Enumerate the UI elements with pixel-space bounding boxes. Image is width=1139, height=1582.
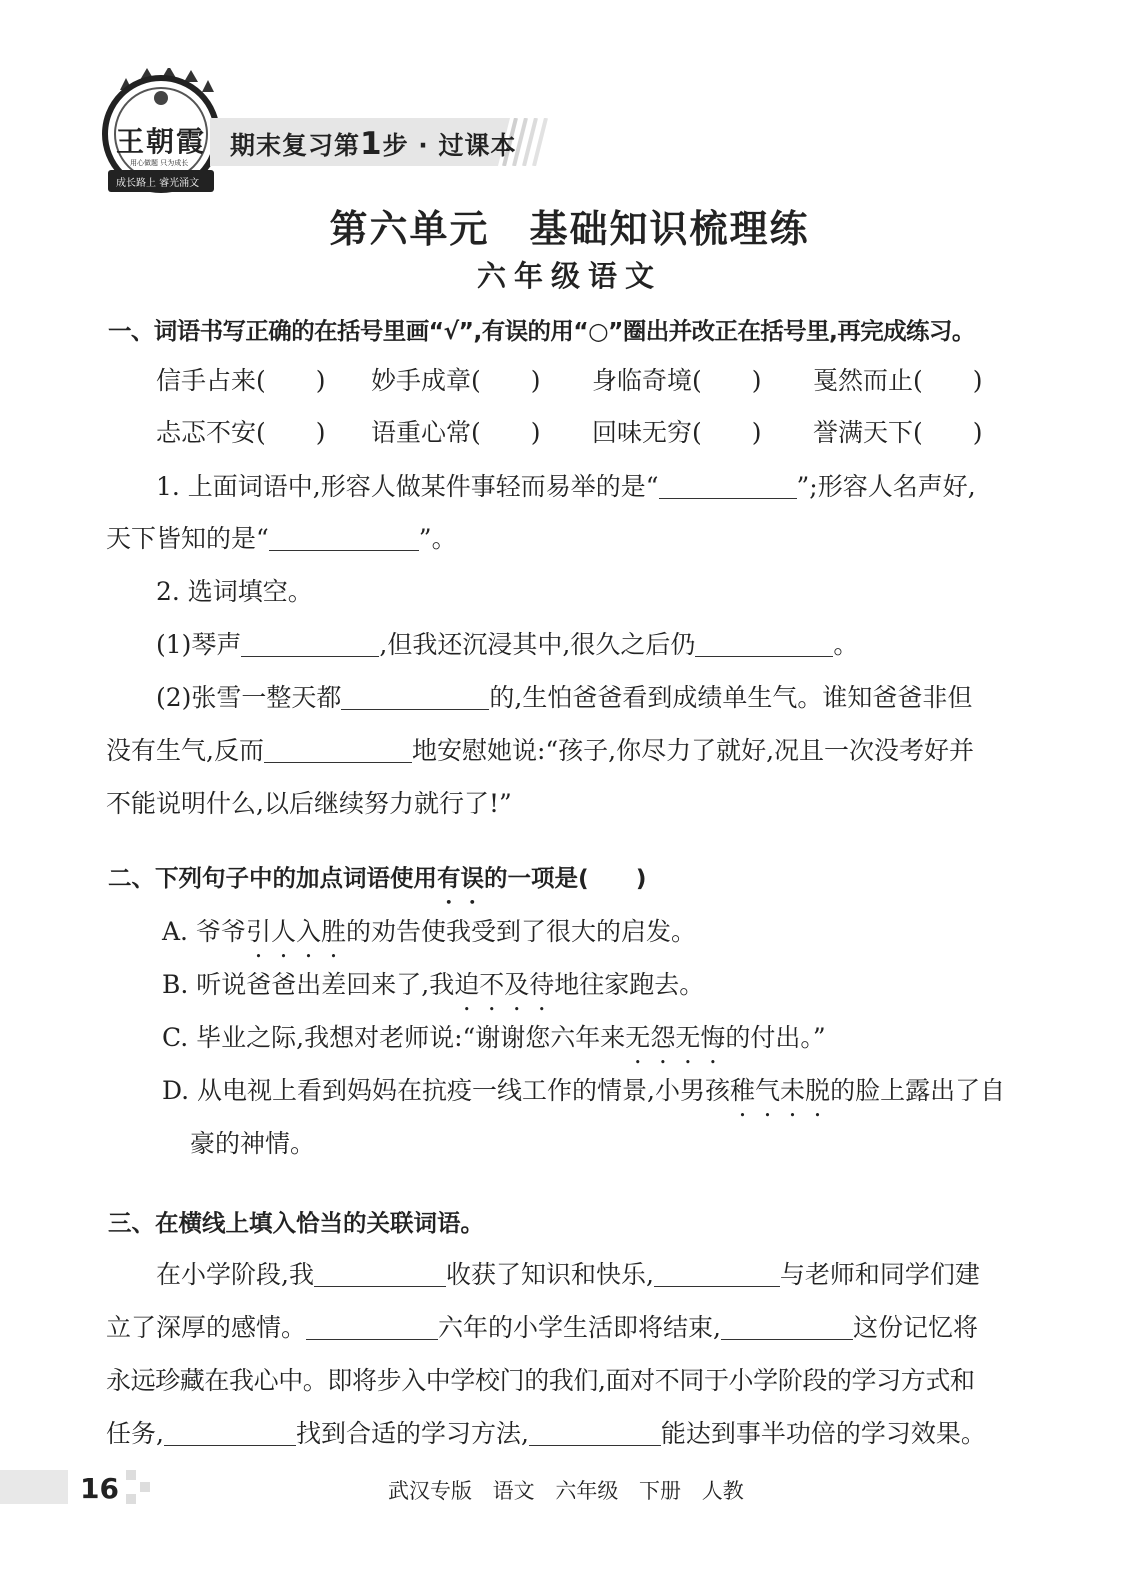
question-2: 2. 选词填空。 (156, 577, 313, 606)
emphasis-char: 脱 (805, 1076, 831, 1105)
option-a[interactable] (162, 912, 696, 948)
section3-line3: 永远珍藏在我心中。即将步入中学校门的我们,面对不同于小学阶段的学习方式和 (106, 1366, 975, 1395)
answer-blank[interactable] (659, 472, 797, 499)
footer-bar (0, 1470, 68, 1504)
emphasis-char: 不 (479, 970, 505, 999)
emphasis-char: 误 (460, 864, 484, 892)
emphasis-char: 人 (270, 917, 296, 946)
option-c[interactable] (162, 1018, 826, 1054)
option-d[interactable] (162, 1071, 1005, 1107)
emphasis-char: 未 (780, 1076, 806, 1105)
page-title: 第六单元 基础知识梳理练 (329, 207, 810, 251)
option-text: B. 听说爸爸出差回来了,我 (162, 970, 455, 999)
answer-blank[interactable] (695, 630, 833, 657)
emphasis-char: 迫 (454, 970, 480, 999)
banner-text (230, 126, 517, 162)
footer-decoration (126, 1470, 152, 1504)
section3-line2 (106, 1308, 978, 1344)
logo-slogan-top: 用心做题 只为成长 (130, 159, 189, 167)
option-text: 的付出。” (725, 1023, 826, 1052)
emphasis-dotted (625, 1023, 725, 1052)
q2-text: 。 (833, 630, 859, 659)
paragraph-text: 与老师和同学们建 (779, 1260, 980, 1289)
paragraph-text: 任务, (106, 1419, 164, 1448)
answer-blank[interactable] (306, 1313, 438, 1340)
section1-heading: 一、词语书写正确的在括号里画“√”,有误的用“○”圈出并改正在括号里,再完成练习。 (108, 317, 975, 345)
answer-blank[interactable] (264, 736, 412, 763)
heading-text: 二、下列句子中的加点词语使用 (108, 864, 437, 892)
emphasis-char: 入 (295, 917, 321, 946)
option-text: 的脸上露出了自 (830, 1076, 1006, 1105)
heading-text: 的一项是( ) (484, 864, 647, 892)
option-text: D. 从电视上看到妈妈在抗疫一线工作的情景,小男孩 (162, 1076, 730, 1105)
paragraph-text: 在小学阶段,我 (156, 1260, 314, 1289)
q1-text: ”。 (418, 524, 457, 553)
paragraph-text: 收获了知识和快乐, (445, 1260, 654, 1289)
q2-text: 的,生怕爸爸看到成绩单生气。谁知爸爸非但 (489, 683, 973, 712)
emphasis-dotted (437, 864, 484, 892)
word-item: 忐忑不安( ) (156, 418, 326, 447)
option-text: C. 毕业之际,我想对老师说:“谢谢您六年来 (162, 1023, 626, 1052)
paragraph-text: 六年的小学生活即将结束, (438, 1313, 721, 1342)
emphasis-char: 气 (755, 1076, 781, 1105)
word-item: 语重心常( ) (371, 418, 541, 447)
answer-blank[interactable] (654, 1260, 780, 1287)
emphasis-char: 及 (504, 970, 530, 999)
option-text: 地往家跑去。 (554, 970, 705, 999)
logo-name: 王朝霞 (116, 125, 207, 158)
word-item: 回味无穷( ) (592, 418, 762, 447)
answer-blank[interactable] (241, 630, 379, 657)
question-2-2-line2 (106, 731, 974, 767)
paragraph-text: 找到合适的学习方法, (295, 1419, 529, 1448)
emphasis-dotted (246, 917, 346, 946)
section3-heading: 三、在横线上填入恰当的关联词语。 (108, 1209, 484, 1237)
answer-blank[interactable] (341, 683, 489, 710)
section3-line1 (156, 1255, 980, 1291)
emphasis-char: 稚 (730, 1076, 756, 1105)
question-1-line1 (156, 467, 976, 503)
word-item: 戛然而止( ) (813, 366, 983, 395)
emphasis-dotted (730, 1076, 830, 1105)
page-subtitle: 六年级语文 (476, 259, 662, 293)
q1-text: ”;形容人名声好, (796, 472, 976, 501)
emphasis-dotted (454, 970, 554, 999)
q2-text: 没有生气,反而 (106, 736, 264, 765)
q1-text: 天下皆知的是“ (106, 524, 269, 553)
logo-slogan-bottom: 成长路上 睿光涌文 (116, 178, 200, 189)
q1-text: 1. 上面词语中,形容人做某件事轻而易举的是“ (156, 472, 659, 501)
word-item: 信手占来( ) (156, 366, 326, 395)
paragraph-text: 这份记忆将 (852, 1313, 978, 1342)
option-b[interactable] (162, 965, 704, 1001)
answer-blank[interactable] (721, 1313, 853, 1340)
word-item: 身临奇境( ) (592, 366, 762, 395)
question-2-2-line1 (156, 678, 972, 714)
question-1-line2 (106, 519, 457, 555)
option-d-continued: 豪的神情。 (190, 1129, 316, 1158)
emphasis-char: 引 (245, 917, 271, 946)
emphasis-char: 无 (625, 1023, 651, 1052)
answer-blank[interactable] (269, 524, 419, 551)
emphasis-char: 悔 (700, 1023, 726, 1052)
answer-blank[interactable] (164, 1419, 296, 1446)
section2-heading (108, 859, 646, 893)
banner-suffix: 步 · 过课本 (382, 131, 517, 160)
banner-prefix: 期末复习第 (230, 131, 361, 160)
question-2-2-line3: 不能说明什么,以后继续努力就行了!” (106, 789, 512, 818)
option-text: 的劝告使我受到了很大的启发。 (346, 917, 697, 946)
footer-info: 武汉专版 语文 六年级 下册 人教 (388, 1479, 744, 1503)
section3-line4 (106, 1414, 986, 1450)
emphasis-char: 怨 (650, 1023, 676, 1052)
q2-text: ,但我还沉浸其中,很久之后仍 (379, 630, 696, 659)
paragraph-text: 能达到事半功倍的学习效果。 (660, 1419, 986, 1448)
answer-blank[interactable] (529, 1419, 661, 1446)
emphasis-char: 有 (437, 864, 461, 892)
question-2-1 (156, 625, 858, 661)
emphasis-char: 无 (675, 1023, 701, 1052)
q2-text: (2)张雪一整天都 (156, 683, 342, 712)
option-text: A. 爷爷 (162, 917, 246, 946)
paragraph-text: 立了深厚的感情。 (106, 1313, 307, 1342)
page-number: 16 (80, 1472, 119, 1505)
q2-text: 地安慰她说:“孩子,你尽力了就好,况且一次没考好并 (411, 736, 975, 765)
banner-number: 1 (360, 126, 383, 162)
word-item: 妙手成章( ) (371, 366, 541, 395)
answer-blank[interactable] (314, 1260, 446, 1287)
word-item: 誉满天下( ) (813, 418, 983, 447)
emphasis-char: 待 (529, 970, 555, 999)
emphasis-char: 胜 (321, 917, 347, 946)
q2-text: (1)琴声 (156, 630, 242, 659)
